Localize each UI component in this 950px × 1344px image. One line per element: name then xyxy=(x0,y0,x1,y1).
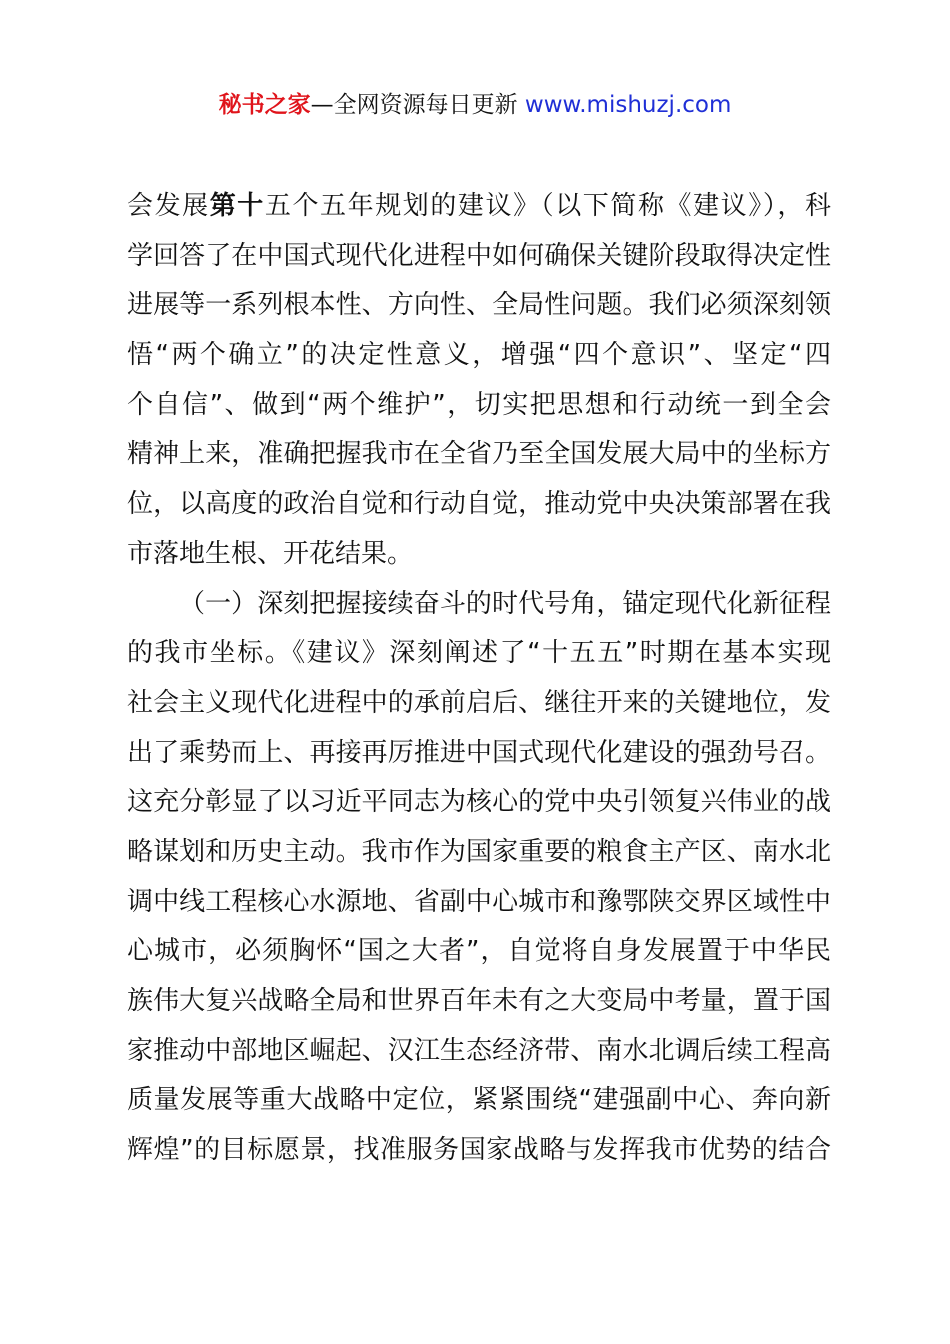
text-line: 出了乘势而上、再接再厉推进中国式现代化建设的强劲号召。 xyxy=(127,737,831,768)
text-line: 的我市坐标。《建议》深刻阐述了“十五五”时期在基本实现 xyxy=(127,638,831,669)
text-line: 学回答了在中国式现代化进程中如何确保关键阶段取得决定性 xyxy=(127,240,831,271)
text-line: 个自信”、做到“两个维护”，切实把思想和行动统一到全会 xyxy=(127,389,831,420)
section-heading-line: （一）深刻把握接续奋斗的时代号角，锚定现代化新征程 xyxy=(179,588,831,619)
text-line: 进展等一系列根本性、方向性、全局性问题。我们必须深刻领 xyxy=(127,290,831,321)
text-line: 调中线工程核心水源地、省副中心城市和豫鄂陕交界区域性中 xyxy=(127,886,831,917)
bold-text-segment: 第十 xyxy=(209,191,265,221)
site-url-link[interactable]: www.mishuzj.com xyxy=(524,92,732,118)
text-line: 悟“两个确立”的决定性意义，增强“四个意识”、坚定“四 xyxy=(127,340,831,371)
text-line: 略谋划和历史主动。我市作为国家重要的粮食主产区、南水北 xyxy=(127,836,831,867)
brand-name: 秘书之家 xyxy=(218,92,311,118)
text-line xyxy=(127,182,831,232)
text-line: 族伟大复兴战略全局和世界百年未有之大变局中考量，置于国 xyxy=(127,986,831,1016)
text-line: 心城市，必须胸怀“国之大者”，自觉将自身发展置于中华民 xyxy=(127,936,831,967)
paragraph-end-line: 市落地生根、开花结果。 xyxy=(127,538,414,569)
header-tagline: —全网资源每日更新 xyxy=(310,92,525,118)
document-body xyxy=(127,182,831,1176)
text-line: 家推动中部地区崛起、汉江生态经济带、南水北调后续工程高 xyxy=(127,1035,831,1066)
text-segment: 五个五年规划的建议》（以下简称《建议》），科 xyxy=(264,191,831,221)
text-line: 这充分彰显了以习近平同志为核心的党中央引领复兴伟业的战 xyxy=(127,787,831,818)
text-line: 位，以高度的政治自觉和行动自觉，推动党中央决策部署在我 xyxy=(127,489,831,520)
text-line: 精神上来，准确把握我市在全省乃至全国发展大局中的坐标方 xyxy=(127,439,831,470)
site-header xyxy=(0,88,950,122)
text-line: 社会主义现代化进程中的承前启后、继往开来的关键地位，发 xyxy=(127,687,831,718)
text-line: 质量发展等重大战略中定位，紧紧围绕“建强副中心、奔向新 xyxy=(127,1085,831,1116)
text-segment: 会发展 xyxy=(127,191,210,221)
text-line: 辉煌”的目标愿景，找准服务国家战略与发挥我市优势的结合 xyxy=(127,1135,831,1166)
